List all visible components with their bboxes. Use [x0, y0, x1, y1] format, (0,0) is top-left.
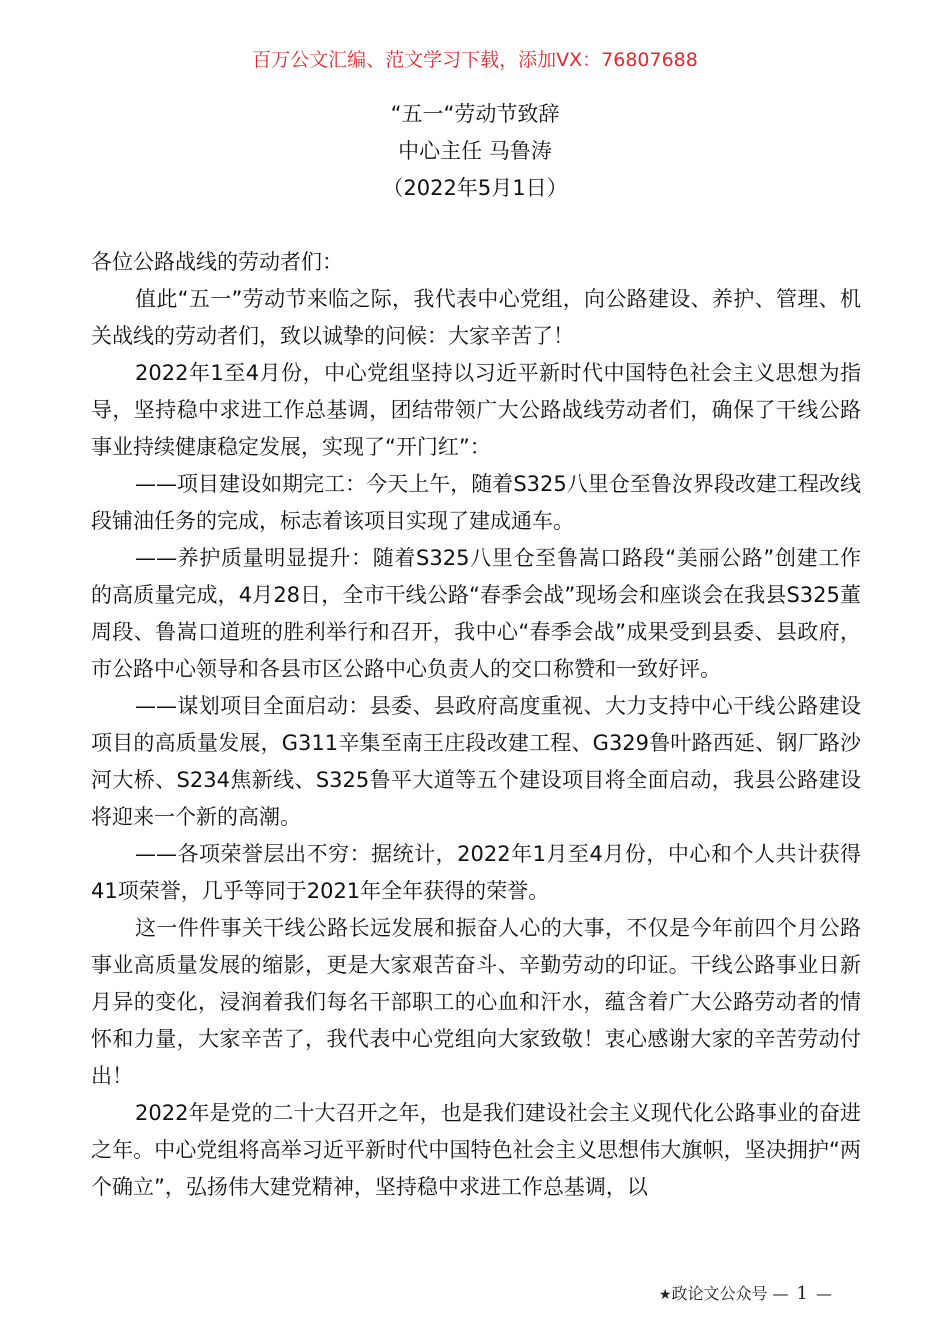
paragraph: ——养护质量明显提升：随着S325八里仓至鲁嵩口路段“美丽公路”创建工作的高质量完成，4月28日，全市干线公路“春季会战”现场会和座谈会在我县S325董周段、鲁嵩口道班的胜利举行和召开，我中心“春季会战”成果受到县委、县政府，市公路中心领导和各县市区公路中心负责人的交口称赞和一致好评。	[91, 546, 861, 681]
title-block	[0, 96, 950, 207]
paragraph: 2022年1至4月份，中心党组坚持以习近平新时代中国特色社会主义思想为指导，坚持稳中求进工作总基调，团结带领广大公路战线劳动者们，确保了干线公路事业持续健康稳定发展，实现了“开门红”：	[91, 361, 861, 459]
page-footer	[659, 1282, 832, 1307]
paragraph: ——各项荣誉层出不穷：据统计，2022年1月至4月份，中心和个人共计获得41项荣誉，几乎等同于2021年全年获得的荣誉。	[91, 842, 861, 903]
watermark-header: 百万公文汇编、范文学习下载，添加VX：76807688	[252, 49, 698, 71]
speech-date: （2022年5月1日）	[382, 176, 568, 200]
page-number: 1	[796, 1283, 808, 1304]
speech-body	[91, 244, 861, 1206]
speech-title: “五一“劳动节致辞	[390, 102, 560, 126]
speaker-line: 中心主任 马鲁涛	[398, 139, 552, 163]
paragraph: 值此“五一”劳动节来临之际，我代表中心党组，向公路建设、养护、管理、机关战线的劳动者们，致以诚挚的问候：大家辛苦了！	[91, 287, 861, 348]
star-icon: ★	[658, 1287, 672, 1303]
paragraph: ——项目建设如期完工：今天上午，随着S325八里仓至鲁汝界段改建工程改线段铺油任务的完成，标志着该项目实现了建成通车。	[91, 472, 861, 533]
footer-source: 政论文公众号	[671, 1284, 768, 1303]
paragraph: 这一件件事关干线公路长远发展和振奋人心的大事，不仅是今年前四个月公路事业高质量发展的缩影，更是大家艰苦奋斗、辛勤劳动的印证。干线公路事业日新月异的变化，浸润着我们每名干部职工的心血和汗水，蕴含着广大公路劳动者的情怀和力量，大家辛苦了，我代表中心党组向大家致敬！衷心感谢大家的辛苦劳动付出！	[91, 916, 861, 1088]
footer-dash-right: —	[816, 1284, 832, 1303]
footer-dash-left: —	[772, 1284, 789, 1303]
paragraph: 2022年是党的二十大召开之年，也是我们建设社会主义现代化公路事业的奋进之年。中心党组将高举习近平新时代中国特色社会主义思想伟大旗帜，坚决拥护“两个确立”，弘扬伟大建党精神，坚持稳中求进工作总基调，以	[91, 1101, 861, 1199]
paragraph: ——谋划项目全面启动：县委、县政府高度重视、大力支持中心干线公路建设项目的高质量发展，G311辛集至南王庄段改建工程、G329鲁叶路西延、钢厂路沙河大桥、S234焦新线、S325鲁平大道等五个建设项目将全面启动，我县公路建设将迎来一个新的高潮。	[91, 694, 861, 829]
salutation: 各位公路战线的劳动者们：	[91, 250, 343, 274]
